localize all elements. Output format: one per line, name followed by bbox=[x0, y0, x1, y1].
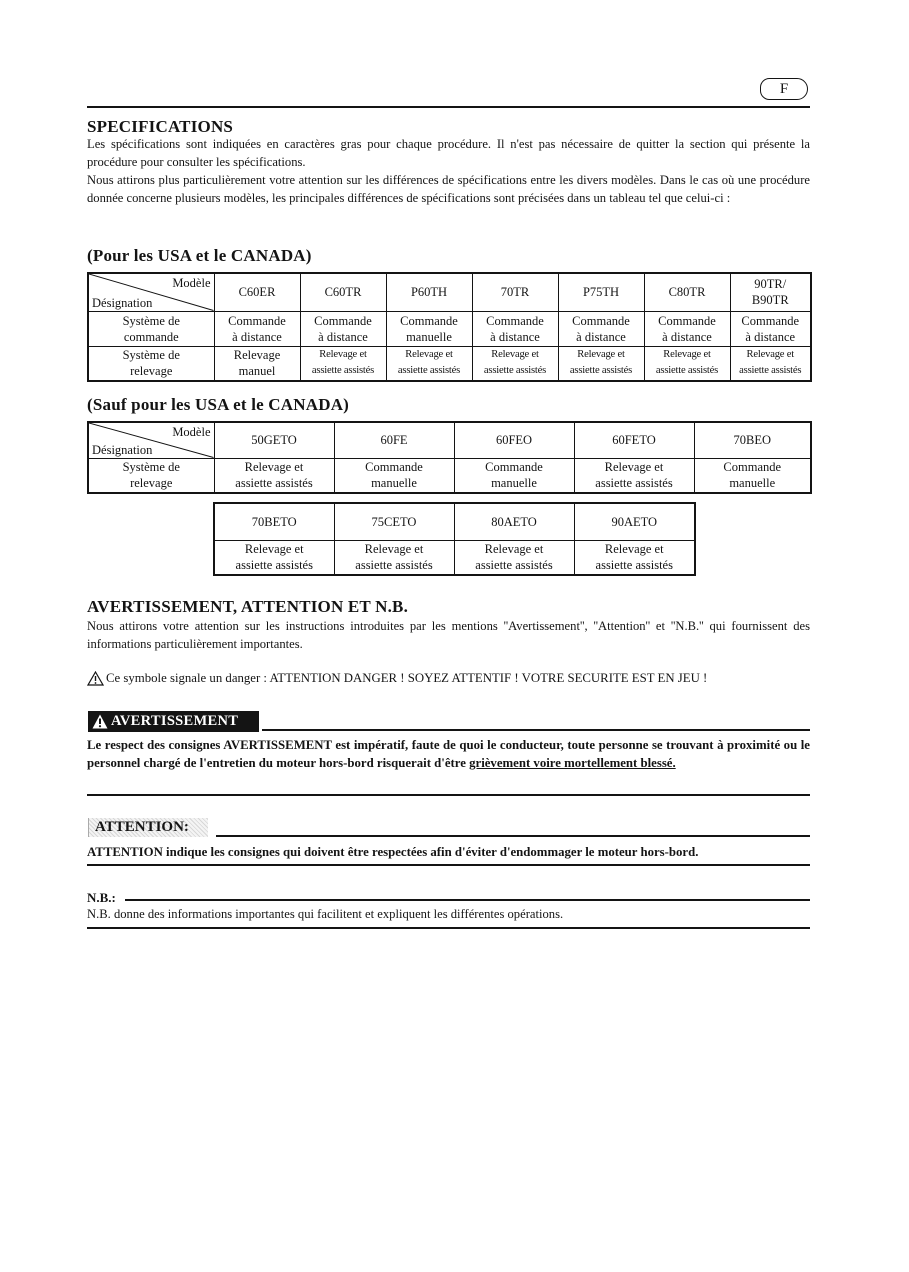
usa-cell: Relevage et assiette assistés bbox=[472, 346, 558, 381]
specifications-title: SPECIFICATIONS bbox=[87, 117, 234, 136]
other-spec-table bbox=[87, 421, 812, 494]
other-cell: Relevage et assiette assistés bbox=[454, 540, 574, 575]
other-model-header: 90AETO bbox=[574, 503, 695, 540]
usa-cell: Commande à distance bbox=[214, 311, 300, 346]
corner-model-label: Modèle bbox=[172, 276, 211, 290]
notices-para: Nous attirons votre attention sur les instructions introduites par les mentions ''Avertissement'', ''Attention'' et ''N.B.'' qui fournissent des informations particulièrement importantes. bbox=[87, 619, 810, 651]
other-cell: Relevage et assiette assistés bbox=[574, 458, 694, 493]
usa-model-header: 70TR bbox=[472, 273, 558, 311]
attention-rule-top bbox=[216, 835, 810, 837]
other-model-header: 60FEO bbox=[454, 422, 574, 458]
notices-title: AVERTISSEMENT, ATTENTION ET N.B. bbox=[87, 597, 409, 616]
nb-text: N.B. donne des informations importantes qui facilitent et expliquent les différentes opérations. bbox=[87, 907, 564, 921]
language-badge: F bbox=[760, 78, 808, 100]
attention-label: ATTENTION: bbox=[88, 818, 208, 837]
other-table-title: (Sauf pour les USA et le CANADA) bbox=[87, 395, 350, 414]
avertissement-text bbox=[87, 736, 810, 772]
specifications-para-2: Nous attirons plus particulièrement votre attention sur les différences de spécifications entre les divers modèles. Dans le cas où une procédure donnée concerne plusieurs modèles, les principales différences de spécifications sont précisées dans un tableau tel que celui-ci : bbox=[87, 173, 810, 205]
usa-table-title: (Pour les USA et le CANADA) bbox=[87, 246, 312, 265]
danger-symbol-line bbox=[87, 670, 810, 686]
other-model-header: 60FETO bbox=[574, 422, 694, 458]
usa-model-header: C60TR bbox=[300, 273, 386, 311]
usa-cell: Relevage et assiette assistés bbox=[730, 346, 811, 381]
other-cell: Relevage et assiette assistés bbox=[574, 540, 695, 575]
other-table-corner bbox=[88, 422, 214, 458]
usa-spec-table bbox=[87, 272, 812, 382]
other-cell: Relevage et assiette assistés bbox=[214, 540, 334, 575]
usa-cell: Commande à distance bbox=[644, 311, 730, 346]
other-model-header: 75CETO bbox=[334, 503, 454, 540]
other-model-header: 70BEO bbox=[694, 422, 811, 458]
usa-cell: Commande manuelle bbox=[386, 311, 472, 346]
avertissement-label-text: AVERTISSEMENT bbox=[111, 713, 239, 729]
avertissement-rule-top bbox=[262, 729, 810, 731]
usa-cell: Commande à distance bbox=[730, 311, 811, 346]
avertissement-rule-bottom bbox=[87, 794, 810, 796]
usa-table-corner bbox=[88, 273, 214, 311]
other-cell: Relevage et assiette assistés bbox=[214, 458, 334, 493]
usa-cell: Relevage et assiette assistés bbox=[300, 346, 386, 381]
other-model-header: 60FE bbox=[334, 422, 454, 458]
usa-model-header: 90TR/ B90TR bbox=[730, 273, 811, 311]
usa-cell: Commande à distance bbox=[472, 311, 558, 346]
usa-model-header: C60ER bbox=[214, 273, 300, 311]
usa-cell: Commande à distance bbox=[300, 311, 386, 346]
warning-triangle-icon bbox=[92, 714, 108, 729]
header-rule bbox=[87, 106, 810, 108]
usa-model-header: P60TH bbox=[386, 273, 472, 311]
other-model-header: 70BETO bbox=[214, 503, 334, 540]
usa-row-label: Système de commande bbox=[88, 311, 214, 346]
corner-model-label: Modèle bbox=[172, 425, 211, 439]
corner-designation-label: Désignation bbox=[92, 295, 153, 310]
other-cell: Relevage et assiette assistés bbox=[334, 540, 454, 575]
usa-cell: Relevage et assiette assistés bbox=[386, 346, 472, 381]
usa-cell: Commande à distance bbox=[558, 311, 644, 346]
usa-cell: Relevage manuel bbox=[214, 346, 300, 381]
usa-model-header: P75TH bbox=[558, 273, 644, 311]
danger-line-text: Ce symbole signale un danger : ATTENTION DANGER ! SOYEZ ATTENTIF ! VOTRE SECURITE EST EN JEU ! bbox=[106, 671, 708, 685]
warning-triangle-icon bbox=[87, 671, 104, 686]
avertissement-text-underlined: grièvement voire mortellement blessé. bbox=[469, 756, 676, 770]
avertissement-label bbox=[88, 711, 259, 732]
other-cell: Commande manuelle bbox=[334, 458, 454, 493]
other-model-header: 50GETO bbox=[214, 422, 334, 458]
attention-rule-bottom bbox=[87, 864, 810, 866]
corner-designation-label: Désignation bbox=[92, 442, 153, 457]
other-cell: Commande manuelle bbox=[454, 458, 574, 493]
usa-model-header: C80TR bbox=[644, 273, 730, 311]
attention-text: ATTENTION indique les consignes qui doivent être respectées afin d'éviter d'endommager le moteur hors-bord. bbox=[87, 845, 699, 859]
usa-cell: Relevage et assiette assistés bbox=[558, 346, 644, 381]
other-model-header: 80AETO bbox=[454, 503, 574, 540]
other-row-label: Système de relevage bbox=[88, 458, 214, 493]
specifications-para-1: Les spécifications sont indiquées en caractères gras pour chaque procédure. Il n'est pas nécessaire de quitter la section qui présente la procédure pour consulter les spécifications. bbox=[87, 137, 810, 169]
usa-cell: Relevage et assiette assistés bbox=[644, 346, 730, 381]
other-spec-table-continued bbox=[213, 502, 696, 576]
nb-rule-bottom bbox=[87, 927, 810, 929]
nb-rule-top bbox=[125, 899, 810, 901]
other-cell: Commande manuelle bbox=[694, 458, 811, 493]
usa-row-label: Système de relevage bbox=[88, 346, 214, 381]
nb-label: N.B.: bbox=[87, 890, 116, 905]
avertissement-text-main: Le respect des consignes AVERTISSEMENT est impératif, faute de quoi le conducteur, toute personne se trouvant à proximité ou le personnel chargé de l'entretien du moteur hors-bord risquerait d'être bbox=[87, 738, 810, 770]
